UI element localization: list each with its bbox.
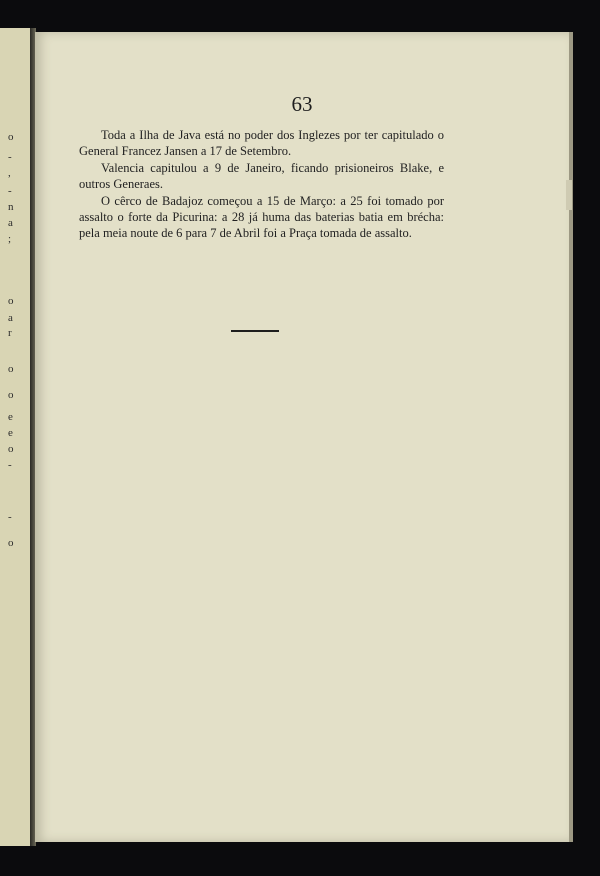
left-page-glyph: o	[8, 443, 14, 455]
left-page-glyph: o	[8, 363, 14, 375]
section-divider-rule	[231, 330, 279, 332]
paragraph-valencia: Valencia capitulou a 9 de Janeiro, ficando prisioneiros Blake, e outros Generaes.	[79, 160, 444, 192]
book-page	[35, 32, 569, 842]
left-page-glyph: ,	[8, 167, 11, 179]
left-page-glyph: n	[8, 201, 14, 213]
left-page-glyph: -	[8, 151, 12, 163]
left-page-glyph: o	[8, 389, 14, 401]
left-page-glyph: ;	[8, 233, 12, 245]
left-page-glyph: e	[8, 411, 13, 423]
left-page-glyph: -	[8, 185, 12, 197]
paragraph-java: Toda a Ilha de Java está no poder dos Inglezes por ter capitulado o General Francez Jansen a 17 de Setembro.	[79, 128, 444, 159]
left-page-glyph: a	[8, 217, 13, 229]
page-edge	[569, 32, 573, 842]
left-page-glyph: o	[8, 295, 14, 307]
left-page-glyph: o	[8, 131, 14, 143]
left-page-glyph: -	[8, 459, 12, 471]
paragraph-badajoz: O cêrco de Badajoz começou a 15 de Março: a 25 foi tomado por assalto o forte da Picurina: a 28 já huma das baterias batia em brécha: pela meia noute de 6 para 7 de Abril foi a Praça tomada de assalto.	[79, 193, 444, 241]
left-page-margin	[0, 28, 31, 846]
left-page-glyph: a	[8, 312, 13, 324]
left-page-glyph: r	[8, 327, 12, 339]
left-page-glyph: e	[8, 427, 13, 439]
page-number: 63	[291, 92, 313, 116]
page-body-text	[79, 127, 444, 242]
left-page-glyph: -	[8, 511, 12, 523]
left-page-glyph: o	[8, 537, 14, 549]
page-tab-marker	[566, 180, 572, 210]
